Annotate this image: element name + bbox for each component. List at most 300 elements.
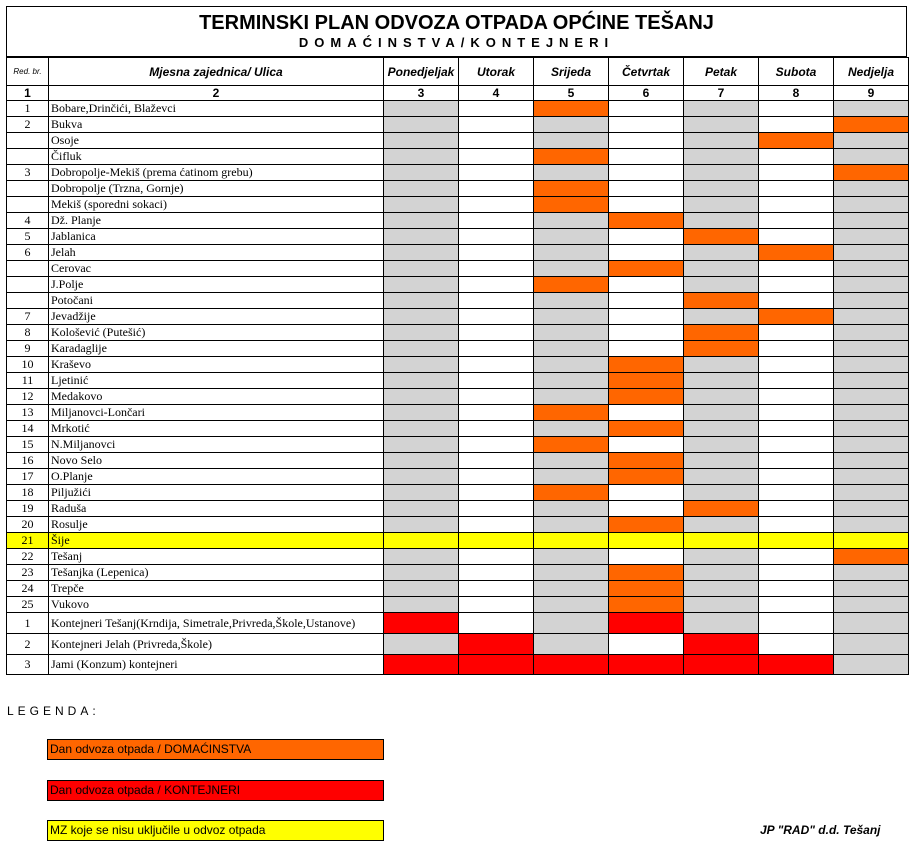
header-day: Subota xyxy=(759,58,834,86)
row-number: 6 xyxy=(7,245,49,261)
day-cell xyxy=(834,453,909,469)
table-row xyxy=(7,101,909,117)
day-cell xyxy=(384,325,459,341)
row-name: Karadaglije xyxy=(49,341,384,357)
row-number: 17 xyxy=(7,469,49,485)
day-cell-domacinstva xyxy=(609,469,684,485)
row-name: Bukva xyxy=(49,117,384,133)
row-name: Rosulje xyxy=(49,517,384,533)
day-cell-domacinstva xyxy=(609,389,684,405)
day-cell xyxy=(459,565,534,581)
day-cell xyxy=(384,421,459,437)
legend-title: LEGENDA: xyxy=(7,704,100,718)
row-name: Tešanj xyxy=(49,549,384,565)
day-cell xyxy=(684,277,759,293)
day-cell xyxy=(459,501,534,517)
day-cell xyxy=(834,437,909,453)
table-row xyxy=(7,277,909,293)
day-cell xyxy=(609,245,684,261)
day-cell xyxy=(609,325,684,341)
day-cell-domacinstva xyxy=(684,501,759,517)
day-cell xyxy=(609,309,684,325)
legend-excluded: MZ koje se nisu uključile u odvoz otpada xyxy=(47,820,384,841)
day-cell xyxy=(534,597,609,613)
day-cell xyxy=(759,213,834,229)
row-number: 16 xyxy=(7,453,49,469)
day-cell xyxy=(684,213,759,229)
column-number: 7 xyxy=(684,86,759,101)
day-cell xyxy=(384,213,459,229)
day-cell xyxy=(834,245,909,261)
day-cell xyxy=(609,277,684,293)
day-cell xyxy=(759,149,834,165)
row-name: Jami (Konzum) kontejneri xyxy=(49,655,384,675)
day-cell xyxy=(759,581,834,597)
row-name: J.Polje xyxy=(49,277,384,293)
row-number: 11 xyxy=(7,373,49,389)
row-number: 15 xyxy=(7,437,49,453)
day-cell xyxy=(834,325,909,341)
day-cell xyxy=(534,501,609,517)
day-cell xyxy=(609,101,684,117)
day-cell xyxy=(384,549,459,565)
row-number: 12 xyxy=(7,389,49,405)
day-cell xyxy=(459,133,534,149)
day-cell xyxy=(834,565,909,581)
day-cell xyxy=(684,565,759,581)
day-cell xyxy=(384,581,459,597)
day-cell xyxy=(534,309,609,325)
day-cell xyxy=(459,357,534,373)
day-cell xyxy=(534,453,609,469)
row-number: 22 xyxy=(7,549,49,565)
day-cell xyxy=(534,261,609,277)
day-cell xyxy=(459,517,534,533)
title-box xyxy=(6,6,907,57)
day-cell xyxy=(534,133,609,149)
day-cell-kontejneri xyxy=(684,655,759,675)
table-row xyxy=(7,485,909,501)
day-cell xyxy=(534,357,609,373)
container-row xyxy=(7,613,909,634)
day-cell-domacinstva xyxy=(609,517,684,533)
day-cell xyxy=(834,261,909,277)
day-cell xyxy=(534,325,609,341)
row-number: 21 xyxy=(7,533,49,549)
day-cell xyxy=(384,373,459,389)
day-cell xyxy=(609,437,684,453)
day-cell xyxy=(384,277,459,293)
day-cell xyxy=(759,373,834,389)
day-cell xyxy=(459,437,534,453)
day-cell xyxy=(384,293,459,309)
day-cell xyxy=(459,373,534,389)
day-cell xyxy=(759,117,834,133)
day-cell xyxy=(759,405,834,421)
table-row xyxy=(7,533,909,549)
day-cell xyxy=(534,549,609,565)
day-cell xyxy=(759,181,834,197)
day-cell xyxy=(759,357,834,373)
day-cell xyxy=(534,517,609,533)
day-cell-domacinstva xyxy=(534,181,609,197)
day-cell xyxy=(684,373,759,389)
day-cell xyxy=(684,517,759,533)
row-number: 2 xyxy=(7,117,49,133)
day-cell xyxy=(609,133,684,149)
row-name: Dobropolje-Mekiš (prema ćatinom grebu) xyxy=(49,165,384,181)
row-number xyxy=(7,181,49,197)
row-number: 9 xyxy=(7,341,49,357)
header-day: Ponedjeljak xyxy=(384,58,459,86)
row-name: Raduša xyxy=(49,501,384,517)
table-row xyxy=(7,517,909,533)
row-number: 19 xyxy=(7,501,49,517)
day-cell xyxy=(384,485,459,501)
day-cell-domacinstva xyxy=(534,149,609,165)
table-row xyxy=(7,341,909,357)
day-cell xyxy=(834,597,909,613)
day-cell-domacinstva xyxy=(834,165,909,181)
day-cell xyxy=(759,389,834,405)
day-cell xyxy=(609,181,684,197)
day-cell xyxy=(834,373,909,389)
day-cell xyxy=(459,101,534,117)
day-cell xyxy=(834,517,909,533)
day-cell xyxy=(759,229,834,245)
day-cell-domacinstva xyxy=(609,421,684,437)
row-number: 8 xyxy=(7,325,49,341)
day-cell-kontejneri xyxy=(609,613,684,634)
table-row xyxy=(7,549,909,565)
day-cell-domacinstva xyxy=(684,325,759,341)
table-row xyxy=(7,469,909,485)
day-cell xyxy=(534,165,609,181)
day-cell xyxy=(534,581,609,597)
column-number: 9 xyxy=(834,86,909,101)
day-cell xyxy=(684,405,759,421)
table-row xyxy=(7,405,909,421)
table-row xyxy=(7,149,909,165)
day-cell xyxy=(759,597,834,613)
day-cell-kontejneri xyxy=(459,655,534,675)
row-number xyxy=(7,293,49,309)
day-cell xyxy=(759,261,834,277)
day-cell xyxy=(834,613,909,634)
day-cell xyxy=(834,581,909,597)
row-name: Mrkotić xyxy=(49,421,384,437)
day-cell-kontejneri xyxy=(609,655,684,675)
row-name: Dž. Planje xyxy=(49,213,384,229)
day-cell xyxy=(834,293,909,309)
table-row xyxy=(7,501,909,517)
day-cell xyxy=(534,229,609,245)
day-cell xyxy=(459,581,534,597)
day-cell-kontejneri xyxy=(759,655,834,675)
day-cell xyxy=(459,389,534,405)
day-cell xyxy=(384,133,459,149)
column-number: 8 xyxy=(759,86,834,101)
day-cell xyxy=(459,325,534,341)
day-cell xyxy=(684,549,759,565)
day-cell xyxy=(684,133,759,149)
day-cell xyxy=(609,549,684,565)
day-cell xyxy=(459,405,534,421)
day-cell-domacinstva xyxy=(834,117,909,133)
schedule-table xyxy=(6,57,909,675)
day-cell xyxy=(834,421,909,437)
day-cell xyxy=(834,357,909,373)
day-cell xyxy=(684,197,759,213)
day-cell-domacinstva xyxy=(534,277,609,293)
day-cell xyxy=(759,293,834,309)
row-name: Kontejneri Jelah (Privreda,Škole) xyxy=(49,634,384,655)
table-row xyxy=(7,293,909,309)
legend-domacinstva: Dan odvoza otpada / DOMAĆINSTVA xyxy=(47,739,384,760)
table-row xyxy=(7,373,909,389)
container-row xyxy=(7,655,909,675)
row-name: Cerovac xyxy=(49,261,384,277)
header-row xyxy=(7,58,909,86)
table-row xyxy=(7,261,909,277)
day-cell xyxy=(684,309,759,325)
day-cell xyxy=(684,613,759,634)
day-cell xyxy=(384,165,459,181)
day-cell xyxy=(384,261,459,277)
row-number: 18 xyxy=(7,485,49,501)
day-cell xyxy=(459,117,534,133)
day-cell xyxy=(759,453,834,469)
day-cell xyxy=(609,117,684,133)
day-cell xyxy=(459,261,534,277)
day-cell-excluded xyxy=(384,533,459,549)
day-cell-domacinstva xyxy=(759,245,834,261)
day-cell-excluded xyxy=(834,533,909,549)
table-row xyxy=(7,597,909,613)
day-cell xyxy=(459,421,534,437)
day-cell xyxy=(384,437,459,453)
day-cell xyxy=(684,101,759,117)
day-cell xyxy=(834,149,909,165)
day-cell xyxy=(459,597,534,613)
day-cell xyxy=(534,117,609,133)
row-number: 25 xyxy=(7,597,49,613)
table-row xyxy=(7,133,909,149)
day-cell-kontejneri xyxy=(384,613,459,634)
day-cell xyxy=(459,293,534,309)
row-number: 24 xyxy=(7,581,49,597)
day-cell xyxy=(534,421,609,437)
day-cell xyxy=(459,245,534,261)
day-cell-domacinstva xyxy=(609,213,684,229)
day-cell xyxy=(459,181,534,197)
day-cell xyxy=(684,469,759,485)
day-cell xyxy=(384,245,459,261)
day-cell xyxy=(459,341,534,357)
row-name: Kološević (Putešić) xyxy=(49,325,384,341)
row-number: 5 xyxy=(7,229,49,245)
row-number: 20 xyxy=(7,517,49,533)
company-name: JP "RAD" d.d. Tešanj xyxy=(760,823,881,837)
day-cell-domacinstva xyxy=(534,485,609,501)
row-number xyxy=(7,197,49,213)
day-cell-domacinstva xyxy=(609,581,684,597)
day-cell xyxy=(834,389,909,405)
row-number: 1 xyxy=(7,101,49,117)
day-cell xyxy=(534,469,609,485)
day-cell-domacinstva xyxy=(834,549,909,565)
day-cell-domacinstva xyxy=(609,565,684,581)
day-cell xyxy=(534,373,609,389)
day-cell xyxy=(384,309,459,325)
table-row xyxy=(7,325,909,341)
row-name: Trepče xyxy=(49,581,384,597)
row-name: Medakovo xyxy=(49,389,384,405)
day-cell xyxy=(384,453,459,469)
day-cell-kontejneri xyxy=(384,655,459,675)
column-number: 2 xyxy=(49,86,384,101)
day-cell xyxy=(759,565,834,581)
day-cell xyxy=(759,517,834,533)
day-cell xyxy=(834,133,909,149)
day-cell xyxy=(684,165,759,181)
day-cell xyxy=(834,309,909,325)
day-cell-domacinstva xyxy=(759,309,834,325)
row-name: O.Planje xyxy=(49,469,384,485)
day-cell xyxy=(384,181,459,197)
day-cell xyxy=(459,197,534,213)
day-cell xyxy=(384,501,459,517)
day-cell xyxy=(459,469,534,485)
day-cell xyxy=(684,485,759,501)
day-cell xyxy=(834,655,909,675)
row-number xyxy=(7,277,49,293)
day-cell xyxy=(534,389,609,405)
day-cell-excluded xyxy=(459,533,534,549)
day-cell xyxy=(834,634,909,655)
day-cell xyxy=(834,469,909,485)
day-cell-domacinstva xyxy=(609,373,684,389)
day-cell xyxy=(759,485,834,501)
container-row xyxy=(7,634,909,655)
day-cell xyxy=(834,485,909,501)
day-cell xyxy=(684,437,759,453)
day-cell xyxy=(609,197,684,213)
day-cell-domacinstva xyxy=(534,197,609,213)
row-name: Kontejneri Tešanj(Krndija, Simetrale,Privreda,Škole,Ustanove) xyxy=(49,613,384,634)
day-cell xyxy=(684,245,759,261)
row-number: 7 xyxy=(7,309,49,325)
page-title: TERMINSKI PLAN ODVOZA OTPADA OPĆINE TEŠANJ xyxy=(199,12,714,34)
day-cell xyxy=(759,197,834,213)
day-cell xyxy=(759,341,834,357)
table-row xyxy=(7,453,909,469)
day-cell xyxy=(759,165,834,181)
day-cell xyxy=(534,293,609,309)
day-cell xyxy=(834,405,909,421)
day-cell xyxy=(384,517,459,533)
row-number: 2 xyxy=(7,634,49,655)
day-cell xyxy=(609,229,684,245)
day-cell xyxy=(684,597,759,613)
row-number: 4 xyxy=(7,213,49,229)
table-row xyxy=(7,213,909,229)
row-name: Piljužići xyxy=(49,485,384,501)
row-name: Ljetinić xyxy=(49,373,384,389)
day-cell xyxy=(534,634,609,655)
day-cell xyxy=(834,277,909,293)
row-name: Miljanovci-Lončari xyxy=(49,405,384,421)
row-number: 13 xyxy=(7,405,49,421)
table-row xyxy=(7,437,909,453)
header-day: Utorak xyxy=(459,58,534,86)
row-name: Jevadžije xyxy=(49,309,384,325)
row-name: Potočani xyxy=(49,293,384,309)
day-cell xyxy=(609,293,684,309)
table-row xyxy=(7,581,909,597)
day-cell xyxy=(759,634,834,655)
table-row xyxy=(7,389,909,405)
row-number xyxy=(7,149,49,165)
row-name: Mekiš (sporedni sokaci) xyxy=(49,197,384,213)
day-cell xyxy=(384,469,459,485)
day-cell xyxy=(384,634,459,655)
row-name: Novo Selo xyxy=(49,453,384,469)
row-number: 3 xyxy=(7,165,49,181)
day-cell xyxy=(684,149,759,165)
day-cell-domacinstva xyxy=(609,453,684,469)
day-cell xyxy=(609,165,684,181)
table-row xyxy=(7,181,909,197)
row-number: 1 xyxy=(7,613,49,634)
header-day: Četvrtak xyxy=(609,58,684,86)
day-cell-domacinstva xyxy=(684,341,759,357)
table-row xyxy=(7,565,909,581)
day-cell-domacinstva xyxy=(609,597,684,613)
day-cell xyxy=(759,325,834,341)
day-cell xyxy=(534,213,609,229)
table-row xyxy=(7,229,909,245)
day-cell xyxy=(609,405,684,421)
day-cell xyxy=(684,389,759,405)
column-number: 5 xyxy=(534,86,609,101)
day-cell-kontejneri xyxy=(459,634,534,655)
day-cell xyxy=(759,549,834,565)
table-row xyxy=(7,357,909,373)
day-cell xyxy=(534,245,609,261)
day-cell-excluded xyxy=(609,533,684,549)
row-name: Kraševo xyxy=(49,357,384,373)
day-cell xyxy=(684,421,759,437)
day-cell xyxy=(684,117,759,133)
header-day: Srijeda xyxy=(534,58,609,86)
day-cell xyxy=(534,565,609,581)
day-cell-domacinstva xyxy=(609,261,684,277)
day-cell xyxy=(384,357,459,373)
day-cell xyxy=(684,581,759,597)
day-cell-domacinstva xyxy=(684,293,759,309)
day-cell xyxy=(384,101,459,117)
row-name: Jelah xyxy=(49,245,384,261)
day-cell xyxy=(384,341,459,357)
day-cell-domacinstva xyxy=(534,405,609,421)
row-name: Osoje xyxy=(49,133,384,149)
day-cell xyxy=(759,101,834,117)
row-name: Jablanica xyxy=(49,229,384,245)
day-cell xyxy=(684,261,759,277)
header-day: Nedjelja xyxy=(834,58,909,86)
day-cell xyxy=(384,405,459,421)
